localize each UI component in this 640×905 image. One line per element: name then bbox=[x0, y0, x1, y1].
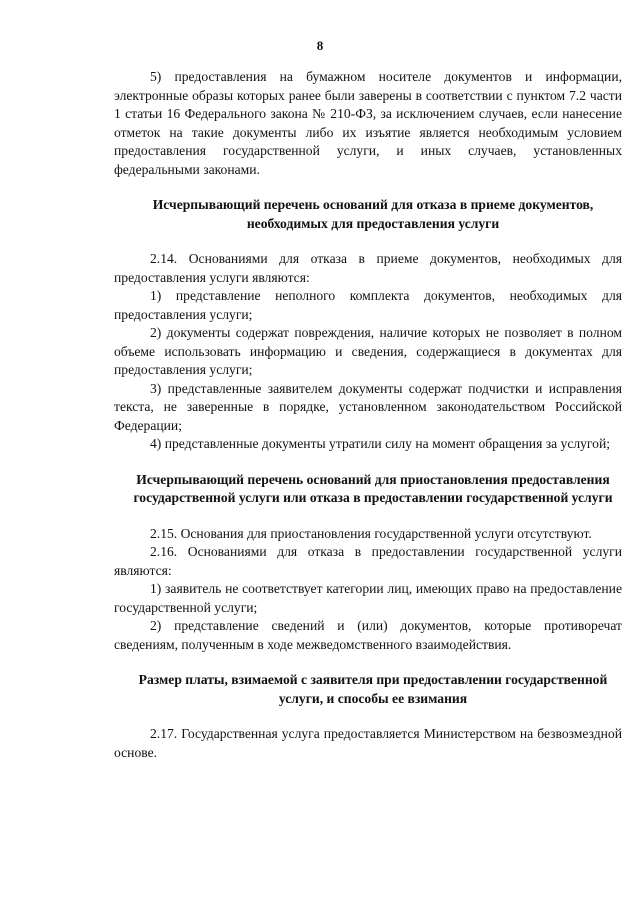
heading-suspension-refusal: Исчерпывающий перечень оснований для приостановления предоставления государственной услуги или отказа в предоставлении государственной услуги bbox=[133, 471, 613, 505]
heading-refusal-reasons: Исчерпывающий перечень оснований для отказа в приеме документов, необходимых для предоставления услуги bbox=[152, 197, 594, 231]
paragraph-2-14-item-2: 2) документы содержат повреждения, наличие которых не позволяет в полном объеме использовать информацию и сведения, содержащиеся в документах для предоставления услуги; bbox=[114, 325, 622, 377]
paragraph-2-14-item-4: 4) представленные документы утратили силу на момент обращения за услугой; bbox=[150, 436, 611, 451]
paragraph-2-14-item-3: 3) представленные заявителем документы содержат подчистки и исправления текста, не заверенные в порядке, установленном законодательством Российской Федерации; bbox=[114, 380, 622, 433]
paragraph-2-14-item-1: 1) представление неполного комплекта документов, необходимых для предоставления услуги; bbox=[114, 288, 622, 322]
heading-fee: Размер платы, взимаемой с заявителя при предоставлении государственной услуги, и способы ее взимания bbox=[138, 672, 608, 706]
paragraph-2-15: 2.15. Основания для приостановления государственной услуги отсутствуют. bbox=[150, 525, 592, 541]
paragraph-2-17: 2.17. Государственная услуга предоставляется Министерством на безвозмездной основе. bbox=[114, 726, 622, 760]
paragraph-item-5: 5) предоставления на бумажном носителе документов и информации, электронные образы которых ранее были заверены в соответствии с пунктом 7.2 части 1 статьи 16 Федерального закона № 210-ФЗ, за исключением случаев, если нанесение отметок на такие документы либо их изъятие является необходимым условием предоставления государственной услуги, и иных случаев, установленных федеральными законами. bbox=[114, 69, 622, 177]
document-body bbox=[114, 68, 622, 762]
paragraph-2-14: 2.14. Основаниями для отказа в приеме документов, необходимых для предоставления услуги являются: bbox=[114, 251, 622, 285]
page-number: 8 bbox=[316, 38, 324, 53]
paragraph-2-16-item-1: 1) заявитель не соответствует категории лиц, имеющих право на предоставление государственной услуги; bbox=[114, 581, 622, 615]
paragraph-2-16-item-2: 2) представление сведений и (или) документов, которые противоречат сведениям, полученным в ходе межведомственного взаимодействия. bbox=[114, 618, 622, 652]
paragraph-2-16: 2.16. Основаниями для отказа в предоставлении государственной услуги являются: bbox=[114, 544, 622, 578]
